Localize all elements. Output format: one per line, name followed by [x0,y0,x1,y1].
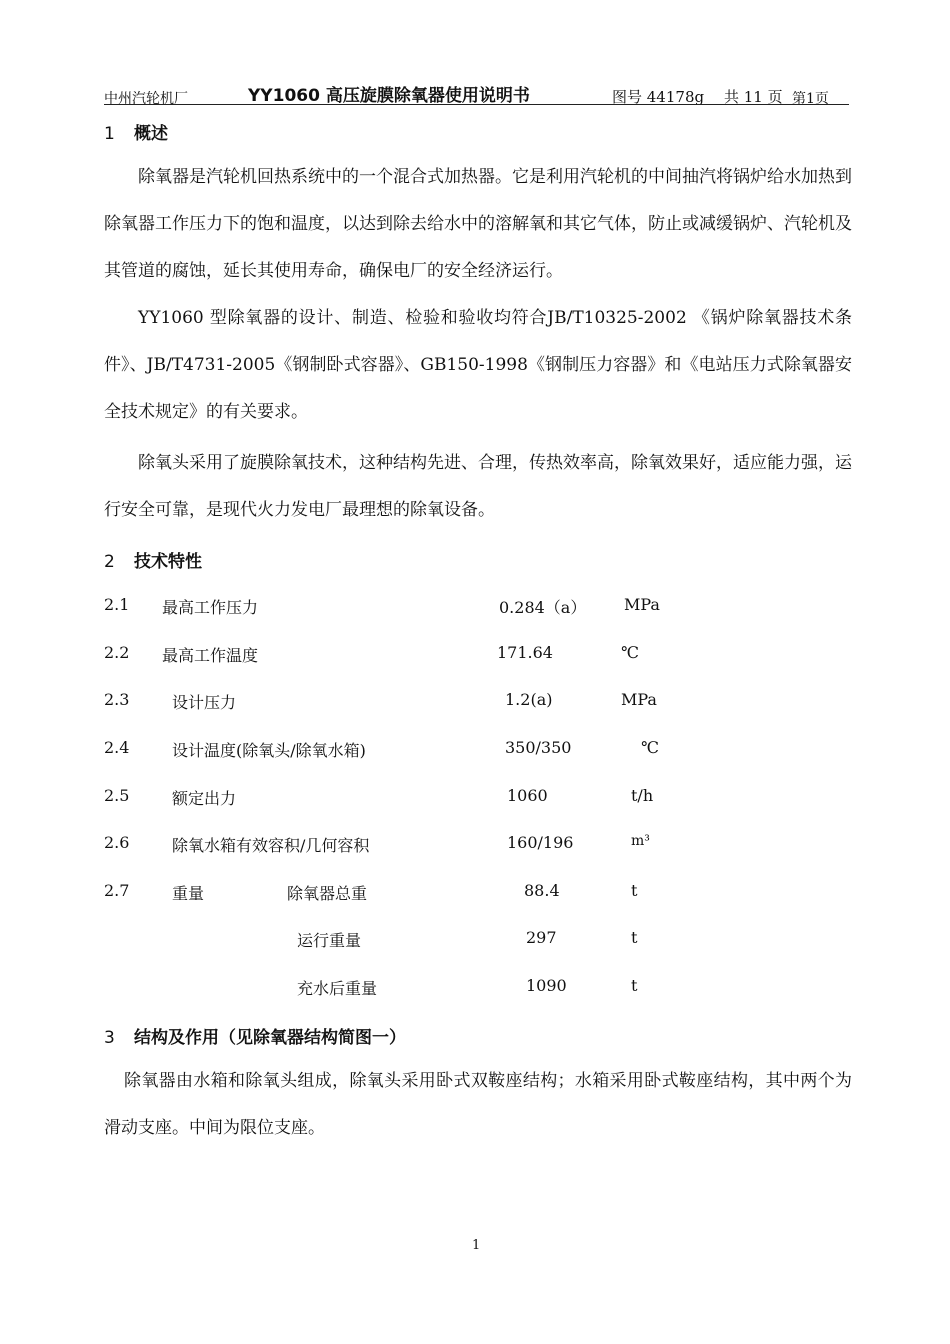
spec-unit: m³ [631,833,650,849]
section-2-heading [104,547,202,572]
header-factory: 中州汽轮机厂 [104,91,188,107]
weight-value-operating: 297 [526,928,557,947]
footer-page-number: 1 [472,1238,481,1253]
spec-number: 2.4 [104,738,130,757]
spec-value: 350/350 [505,738,572,757]
spec-number: 2.3 [104,690,130,709]
header-drawing-number: 图号 44178g [612,88,705,106]
spec-number: 2.7 [104,881,130,900]
weight-value-total: 88.4 [524,881,560,900]
section-2-number: 2 [104,552,115,572]
spec-label: 设计温度(除氧头/除氧水箱) [172,741,366,760]
paragraph-text: 除氧器是汽轮机回热系统中的一个混合式加热器。它是利用汽轮机的中间抽汽将锅炉给水加热到除氧器工作压力下的饱和温度，以达到除去给水中的溶解氧和其它气体，防止或减缓锅炉、汽轮机及其管道的腐蚀，延长其使用寿命，确保电厂的安全经济运行。 [104,167,852,281]
section-3-title: 结构及作用（见除氧器结构简图一） [134,1028,406,1048]
section-3-paragraph [104,1058,852,1152]
section-3-heading [104,1023,406,1048]
weight-label-filled: 充水后重量 [297,979,378,998]
spec-label: 最高工作压力 [162,598,259,617]
header-total-pages: 共 11 页 [724,88,783,106]
section-1-title: 概述 [134,124,168,144]
weight-value-filled: 1090 [526,976,567,995]
header-rule [104,104,849,105]
spec-unit: ℃ [621,643,639,662]
paragraph-text: 除氧头采用了旋膜除氧技术，这种结构先进、合理，传热效率高，除氧效果好，适应能力强，运行安全可靠，是现代火力发电厂最理想的除氧设备。 [104,453,852,520]
spec-label: 额定出力 [172,789,237,808]
spec-number: 2.6 [104,833,130,852]
weight-label-total: 除氧器总重 [287,884,368,903]
spec-value: 1060 [507,786,548,805]
spec-unit: MPa [621,690,657,709]
spec-unit: t/h [631,786,654,805]
paragraph-text: 除氧器由水箱和除氧头组成，除氧头采用卧式双鞍座结构；水箱采用卧式鞍座结构，其中两个为滑动支座。中间为限位支座。 [104,1071,852,1138]
spec-label: 重量 [172,884,205,903]
spec-unit: ℃ [641,738,659,757]
section-3-number: 3 [104,1028,115,1048]
header-page-number: 第1页 [792,91,829,107]
spec-value: 171.64 [497,643,553,662]
spec-label: 最高工作温度 [162,646,259,665]
spec-number: 2.1 [104,595,130,614]
spec-value: 160/196 [507,833,574,852]
spec-value: 0.284（a） [499,598,587,617]
spec-unit: MPa [624,595,660,614]
spec-label: 设计压力 [172,693,237,712]
paragraph-text: YY1060 型除氧器的设计、制造、检验和验收均符合JB/T10325-2002 《锅炉除氧器技术条件》、JB/T4731-2005《钢制卧式容器》、GB150-1998《钢制压力容器》和《电站压力式除氧器安全技术规定》的有关要求。 [104,308,852,422]
spec-number: 2.5 [104,786,130,805]
weight-unit-total: t [631,881,638,900]
spec-label: 除氧水箱有效容积/几何容积 [172,836,370,855]
section-1-number: 1 [104,124,115,144]
section-1-paragraph-2 [104,295,852,436]
weight-unit-operating: t [631,928,638,947]
section-1-heading [104,119,168,144]
spec-number: 2.2 [104,643,130,662]
weight-label-operating: 运行重量 [297,931,362,950]
section-1-paragraph-1 [104,154,852,295]
section-2-title: 技术特性 [134,552,202,572]
weight-unit-filled: t [631,976,638,995]
spec-value: 1.2(a) [505,690,553,709]
document-title: YY1060 高压旋膜除氧器使用说明书 [248,86,530,106]
section-1-paragraph-3 [104,440,852,534]
